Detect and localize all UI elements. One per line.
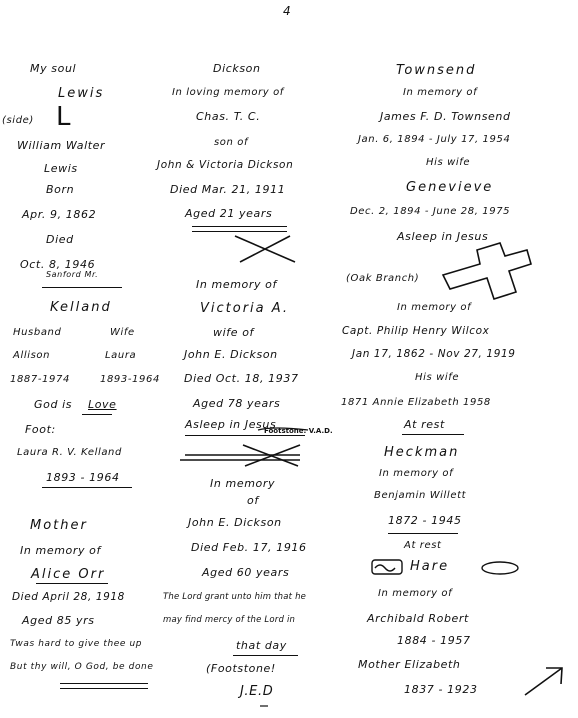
in-memory-hare: In memory of bbox=[378, 588, 453, 599]
my-soul-text: My soul bbox=[30, 62, 77, 75]
hard-to-give: Twas hard to give thee up bbox=[10, 639, 143, 649]
his-wife-2: His wife bbox=[415, 372, 460, 383]
rule bbox=[42, 487, 132, 488]
in-memory-of-victoria: In memory of bbox=[196, 278, 277, 291]
in-memory-wilcox: In memory of bbox=[397, 302, 472, 313]
footstone-vad: Footstone: V.A.D. bbox=[264, 427, 333, 435]
lewis-text: Lewis bbox=[44, 162, 78, 175]
john-victoria: John & Victoria Dickson bbox=[157, 159, 294, 171]
benjamin-willett: Benjamin Willett bbox=[374, 490, 467, 501]
archibald-years: 1884 - 1957 bbox=[397, 634, 471, 647]
aged-85: Aged 85 yrs bbox=[22, 614, 95, 627]
in-memory-john: In memory bbox=[210, 477, 276, 490]
mother-elizabeth: Mother Elizabeth bbox=[358, 658, 461, 671]
archibald-robert: Archibald Robert bbox=[367, 612, 469, 625]
laura-rv-kelland: Laura R. V. Kelland bbox=[17, 447, 122, 458]
of-text: of bbox=[247, 494, 259, 507]
kelland-heading: Kelland bbox=[50, 300, 112, 315]
margin-note: (side) bbox=[2, 115, 34, 126]
aged-78: Aged 78 years bbox=[193, 397, 281, 410]
foot-label: Foot: bbox=[25, 423, 56, 436]
in-memory-of-text: In memory of bbox=[20, 544, 101, 557]
rule bbox=[402, 434, 464, 435]
footstone-note: (Footstone! bbox=[206, 662, 276, 675]
cross-drawing-icon bbox=[443, 243, 531, 299]
rule bbox=[36, 583, 108, 584]
allison-name: Allison bbox=[13, 350, 51, 361]
lord-grant: The Lord grant unto him that he bbox=[163, 592, 307, 602]
cross-mark-2 bbox=[180, 445, 300, 466]
rule bbox=[233, 655, 298, 656]
place-note: Sanford Mr. bbox=[46, 270, 99, 279]
that-day: that day bbox=[236, 639, 287, 652]
asleep-in-jesus-1: Asleep in Jesus bbox=[397, 230, 489, 243]
rule bbox=[60, 683, 148, 684]
alice-orr: Alice Orr bbox=[31, 567, 106, 582]
loving-memory: In loving memory of bbox=[172, 87, 284, 98]
aged-21: Aged 21 years bbox=[185, 207, 273, 220]
oak-branch: (Oak Branch) bbox=[346, 273, 420, 284]
heckman-years: 1872 - 1945 bbox=[388, 514, 462, 527]
hare-heading: Hare bbox=[410, 559, 450, 574]
rule bbox=[82, 414, 112, 415]
died-oct: Died Oct. 18, 1937 bbox=[184, 372, 299, 385]
son-of: son of bbox=[214, 137, 249, 148]
at-rest-2: At rest bbox=[404, 540, 442, 551]
his-wife-1: His wife bbox=[426, 157, 471, 168]
laura-rv-years: 1893 - 1964 bbox=[46, 471, 120, 484]
love-text: Love bbox=[88, 398, 117, 411]
rule bbox=[42, 287, 122, 288]
james-townsend: James F. D. Townsend bbox=[380, 110, 511, 123]
died-label: Died bbox=[46, 233, 74, 246]
birth-date: Apr. 9, 1862 bbox=[22, 208, 97, 221]
allison-years: 1887-1974 bbox=[10, 374, 70, 385]
genevieve-dates: Dec. 2, 1894 - June 28, 1975 bbox=[350, 206, 511, 217]
mercy-text: may find mercy of the Lord in bbox=[163, 615, 296, 625]
wilcox-dates: Jan 17, 1862 - Nov 27, 1919 bbox=[352, 348, 516, 360]
at-rest-1: At rest bbox=[404, 418, 445, 431]
james-dates: Jan. 6, 1894 - July 17, 1954 bbox=[358, 134, 511, 145]
john-e-dickson-2: John E. Dickson bbox=[188, 516, 282, 529]
died-mar: Died Mar. 21, 1911 bbox=[170, 183, 286, 196]
mother-heading: Mother bbox=[30, 518, 88, 533]
thy-will: But thy will, O God, be done bbox=[10, 662, 154, 672]
capt-wilcox: Capt. Philip Henry Wilcox bbox=[342, 325, 490, 337]
initial-l: L bbox=[56, 102, 72, 132]
john-e-dickson: John E. Dickson bbox=[184, 348, 278, 361]
laura-name: Laura bbox=[105, 350, 137, 361]
born-label: Born bbox=[46, 183, 75, 196]
in-memory-townsend: In memory of bbox=[403, 87, 478, 98]
died-april: Died April 28, 1918 bbox=[12, 591, 125, 603]
genevieve: Genevieve bbox=[406, 180, 494, 195]
heckman-heading: Heckman bbox=[384, 445, 460, 460]
wife-label: Wife bbox=[110, 327, 135, 338]
in-memory-heckman: In memory of bbox=[379, 468, 454, 479]
died-feb: Died Feb. 17, 1916 bbox=[191, 541, 307, 554]
arrow-icon bbox=[525, 668, 562, 695]
aged-60: Aged 60 years bbox=[202, 566, 290, 579]
rule bbox=[192, 226, 287, 227]
lewis-heading: Lewis bbox=[58, 86, 105, 101]
chas-name: Chas. T. C. bbox=[196, 110, 261, 123]
victoria-a: Victoria A. bbox=[200, 301, 290, 316]
husband-label: Husband bbox=[13, 327, 62, 338]
townsend-heading: Townsend bbox=[396, 63, 477, 78]
page-number: 4 bbox=[283, 4, 292, 18]
william-walter: William Walter bbox=[17, 139, 106, 152]
rule bbox=[60, 688, 148, 689]
god-is-text: God is bbox=[34, 398, 73, 411]
rule bbox=[185, 435, 305, 436]
laura-years: 1893-1964 bbox=[100, 374, 160, 385]
rule bbox=[388, 533, 458, 534]
jed-initials: J.E.D bbox=[240, 684, 274, 699]
asleep-in-jesus-2: Asleep in Jesus bbox=[185, 418, 277, 431]
rule bbox=[192, 231, 287, 232]
death-date: Oct. 8, 1946 bbox=[20, 258, 96, 271]
mother-years: 1837 - 1923 bbox=[404, 683, 478, 696]
wife-of: wife of bbox=[213, 326, 254, 339]
annie-elizabeth: 1871 Annie Elizabeth 1958 bbox=[341, 397, 491, 408]
dickson-heading: Dickson bbox=[213, 62, 261, 75]
